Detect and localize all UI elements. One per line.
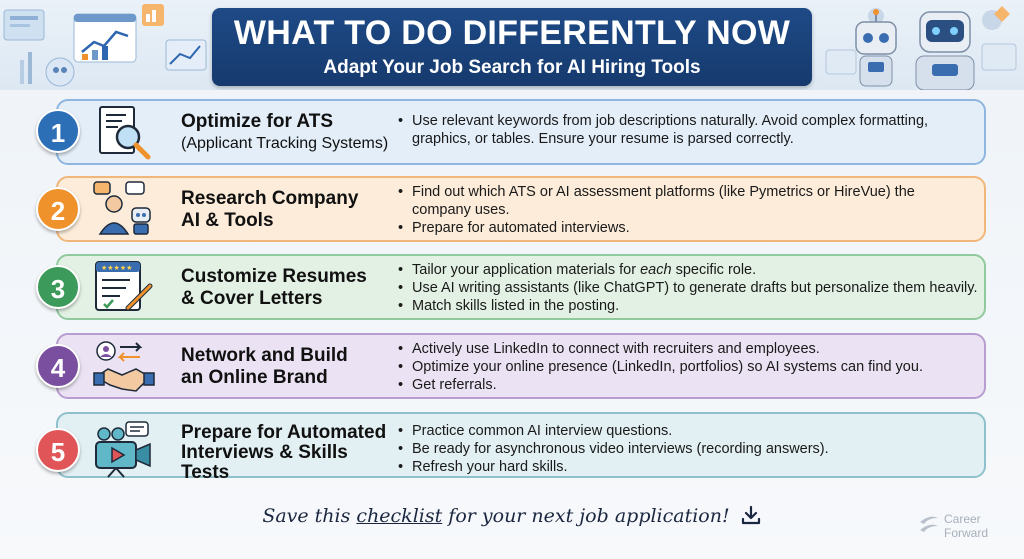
robot-icon bbox=[816, 0, 1024, 90]
step-bullets-1 bbox=[398, 112, 988, 148]
document-search-icon bbox=[92, 103, 156, 161]
step-title-3: Customize Resumes & Cover Letters bbox=[181, 266, 367, 309]
step-bullets-2 bbox=[398, 183, 988, 237]
list-item: • Get referrals. bbox=[398, 376, 988, 394]
checklist-emphasis: checklist bbox=[356, 505, 443, 527]
step-title-1: Optimize for ATS (Applicant Tracking Systems) bbox=[181, 111, 389, 152]
svg-text:★★★★★: ★★★★★ bbox=[101, 264, 133, 272]
download-icon[interactable] bbox=[740, 504, 762, 526]
list-item: • Optimize your online presence (LinkedIn, portfolios) so AI systems can find you. bbox=[398, 358, 988, 376]
list-item: • Match skills listed in the posting. bbox=[398, 297, 988, 315]
list-item: • Prepare for automated interviews. bbox=[398, 219, 988, 237]
dashboard-chart-icon bbox=[0, 0, 210, 90]
list-item: • Practice common AI interview questions. bbox=[398, 422, 988, 440]
brand-logo: Career Forward bbox=[918, 510, 1008, 544]
brand-logo-icon bbox=[918, 514, 940, 536]
page-subtitle: Adapt Your Job Search for AI Hiring Tools bbox=[323, 57, 701, 78]
list-item: • Be ready for asynchronous video interviews (recording answers). bbox=[398, 440, 988, 458]
network-handshake-icon bbox=[92, 337, 156, 395]
list-item: • Tailor your application materials for each specific role. bbox=[398, 261, 988, 279]
resume-pen-icon bbox=[92, 258, 156, 316]
step-number-badge-2: 2 bbox=[36, 187, 80, 231]
step-title-4: Network and Build an Online Brand bbox=[181, 345, 348, 388]
footer-callout: Save this checklist for your next job application! bbox=[0, 504, 1024, 527]
list-item: • Find out which ATS or AI assessment platforms (like Pymetrics or HireVue) the company uses. bbox=[398, 183, 958, 219]
list-item: • Refresh your hard skills. bbox=[398, 458, 988, 476]
step-number-badge-3: 3 bbox=[36, 265, 80, 309]
video-camera-icon bbox=[92, 420, 156, 478]
step-title-5: Prepare for Automated Interviews & Skills Tests bbox=[181, 422, 387, 483]
step-title-2: Research Company AI & Tools bbox=[181, 188, 359, 231]
list-item: • Use relevant keywords from job descriptions naturally. Avoid complex formatting, graphics, or tables. Ensure your resume is parsed correctly. bbox=[398, 112, 938, 148]
person-robot-chat-icon bbox=[92, 180, 156, 238]
step-bullets-3 bbox=[398, 261, 988, 315]
page-title: WHAT TO DO DIFFERENTLY NOW bbox=[233, 14, 791, 52]
header bbox=[0, 0, 1024, 90]
step-number-badge-4: 4 bbox=[36, 344, 80, 388]
step-bullets-5 bbox=[398, 422, 988, 476]
list-item: • Use AI writing assistants (like ChatGPT) to generate drafts but personalize them heavily. bbox=[398, 279, 988, 297]
step-bullets-4 bbox=[398, 340, 988, 394]
list-item: • Actively use LinkedIn to connect with recruiters and employees. bbox=[398, 340, 988, 358]
step-number-badge-1: 1 bbox=[36, 109, 80, 153]
step-number-badge-5: 5 bbox=[36, 428, 80, 472]
